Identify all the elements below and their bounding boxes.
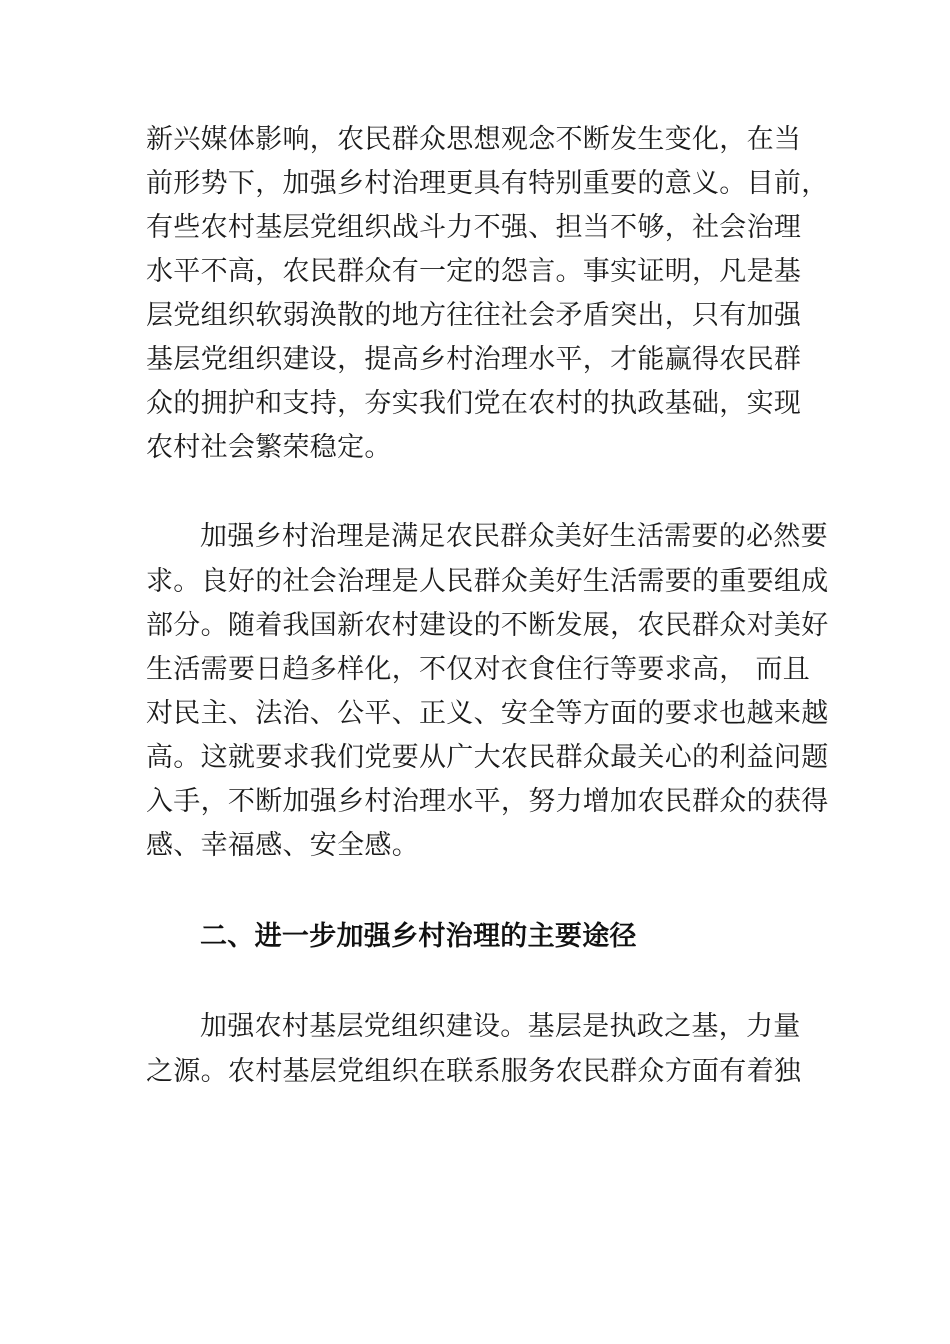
text-line: 有些农村基层党组织战斗力不强、担当不够，社会治理 <box>146 212 802 243</box>
text-line: 求。良好的社会治理是人民群众美好生活需要的重要组成 <box>146 566 829 597</box>
text-line: 前形势下，加强乡村治理更具有特别重要的意义。目前， <box>146 168 829 199</box>
section-heading: 二、进一步加强乡村治理的主要途径 <box>200 921 637 952</box>
text-line: 新兴媒体影响，农民群众思想观念不断发生变化，在当 <box>146 124 802 155</box>
text-line: 高。这就要求我们党要从广大农民群众最关心的利益问题 <box>146 742 829 773</box>
text-line: 层党组织软弱涣散的地方往往社会矛盾突出，只有加强 <box>146 300 802 331</box>
text-line: 加强乡村治理是满足农民群众美好生活需要的必然要 <box>200 521 828 552</box>
text-line: 入手，不断加强乡村治理水平，努力增加农民群众的获得 <box>146 786 829 817</box>
text-line: 水平不高，农民群众有一定的怨言。事实证明，凡是基 <box>146 256 802 287</box>
text-line: 对民主、法治、公平、正义、安全等方面的要求也越来越 <box>146 698 829 729</box>
text-line: 感、幸福感、安全感。 <box>146 830 419 861</box>
text-line: 加强农村基层党组织建设。基层是执政之基，力量 <box>200 1011 801 1042</box>
text-line: 农村社会繁荣稳定。 <box>146 432 392 463</box>
text-line: 之源。农村基层党组织在联系服务农民群众方面有着独 <box>146 1056 802 1087</box>
text-line: 众的拥护和支持，夯实我们党在农村的执政基础，实现 <box>146 388 802 419</box>
text-line: 生活需要日趋多样化，不仅对衣食住行等要求高， 而且 <box>146 654 811 685</box>
text-line: 基层党组织建设，提高乡村治理水平，才能赢得农民群 <box>146 344 802 375</box>
text-line: 部分。随着我国新农村建设的不断发展，农民群众对美好 <box>146 610 829 641</box>
